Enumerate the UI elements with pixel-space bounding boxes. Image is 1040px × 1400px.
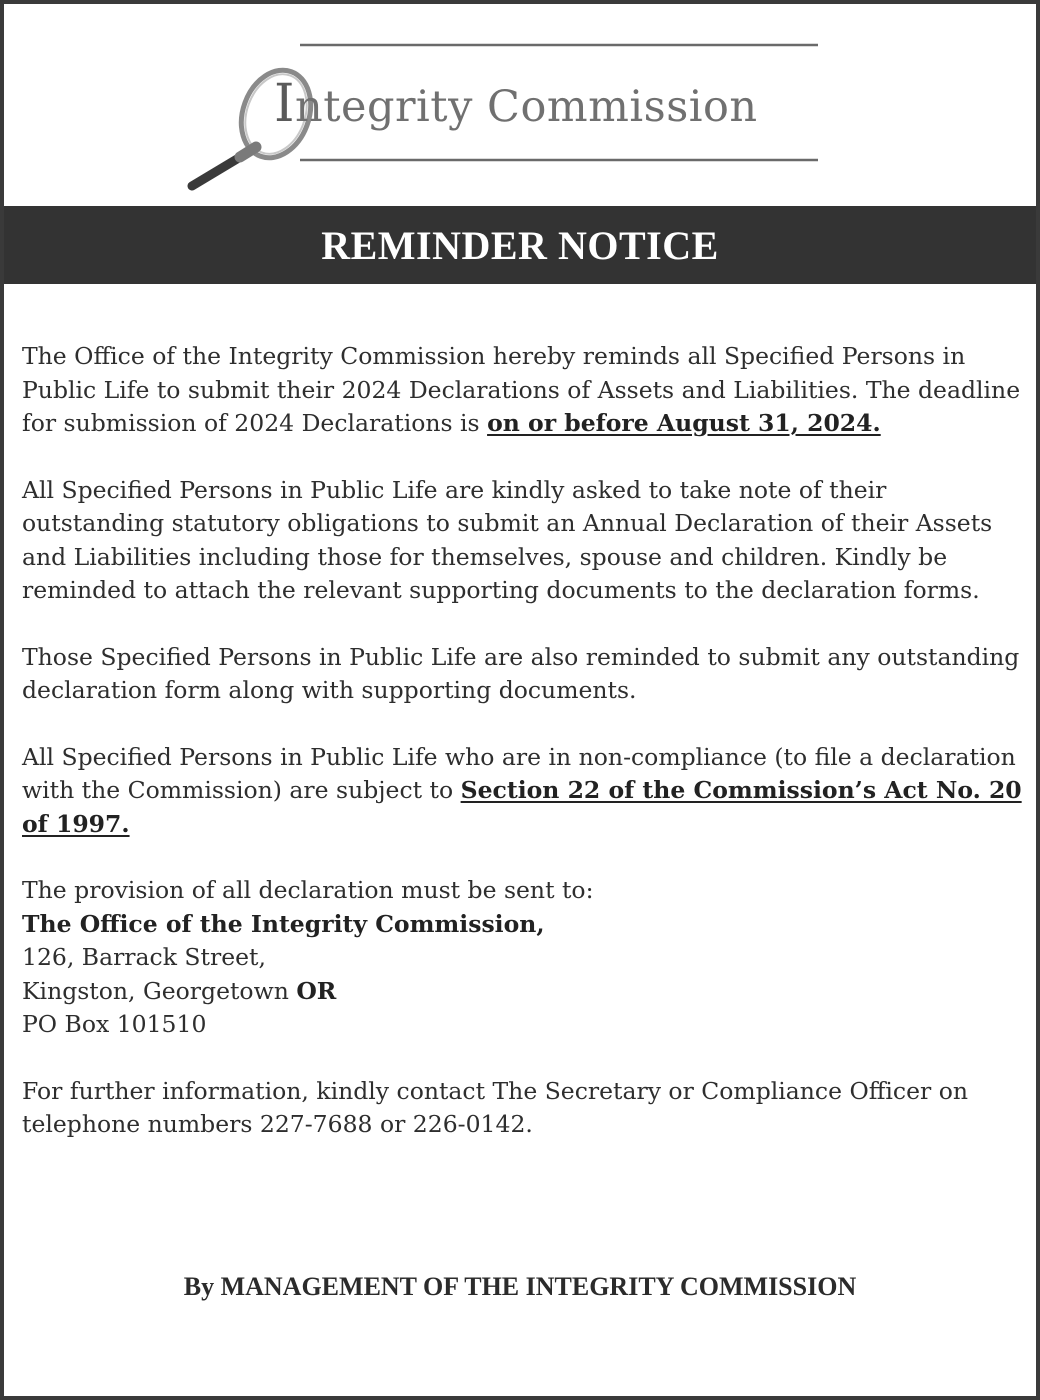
notice-banner <box>4 206 1036 284</box>
paragraph-obligations: All Specified Persons in Public Life are kindly asked to take note of their outstanding statutory obligations to submit an Annual Declaration of their Assets and Liabilities including those for themselves, spouse and children. Kindly be reminded to attach the relevant supporting documents to the declaration forms. <box>22 475 993 604</box>
notice-body <box>22 340 1022 1175</box>
legal-reference: Section 22 of the Commission’s Act No. 20 of 1997. <box>22 776 1022 838</box>
paragraph-noncompliance <box>22 741 1022 842</box>
or-word: OR <box>296 976 337 1005</box>
paragraph-deadline <box>22 340 1022 441</box>
office-name: The Office of the Integrity Commission <box>22 909 537 938</box>
office-name-line <box>22 908 1022 942</box>
deadline-date: on or before August 31, 2024. <box>487 409 881 437</box>
office-name-comma: , <box>536 909 545 938</box>
logo-initial: I <box>274 74 296 134</box>
address-city-line <box>22 975 1022 1009</box>
signoff: By MANAGEMENT OF THE INTEGRITY COMMISSION <box>183 1272 857 1301</box>
paragraph-contact: For further information, kindly contact The Secretary or Compliance Officer on telephone numbers 227-7688 or 226-0142. <box>22 1076 968 1138</box>
paragraph-address <box>22 874 1022 1042</box>
address-po-box: PO Box 101510 <box>22 1010 207 1038</box>
address-intro: The provision of all declaration must be sent to: <box>22 876 594 904</box>
logo-wordmark <box>274 74 758 134</box>
address-street: 126, Barrack Street, <box>22 943 266 971</box>
paragraph-noncompliance-text: All Specified Persons in Public Life who are in non-compliance (to file a declaration with the Commission) are subject to <box>22 742 1016 804</box>
notice-title: REMINDER NOTICE <box>321 222 719 268</box>
logo-wordmark-rest: ntegrity Commission <box>295 82 758 132</box>
address-city: Kingston, Georgetown <box>22 976 289 1005</box>
logo-header <box>4 4 1036 206</box>
paragraph-deadline-text: The Office of the Integrity Commission hereby reminds all Specified Persons in Public Life to submit their 2024 Declarations of Assets and Liabilities. The deadline for submission of 2024 Declarations is <box>22 342 1021 437</box>
paragraph-outstanding: Those Specified Persons in Public Life are also reminded to submit any outstanding declaration form along with supporting documents. <box>22 642 1020 704</box>
